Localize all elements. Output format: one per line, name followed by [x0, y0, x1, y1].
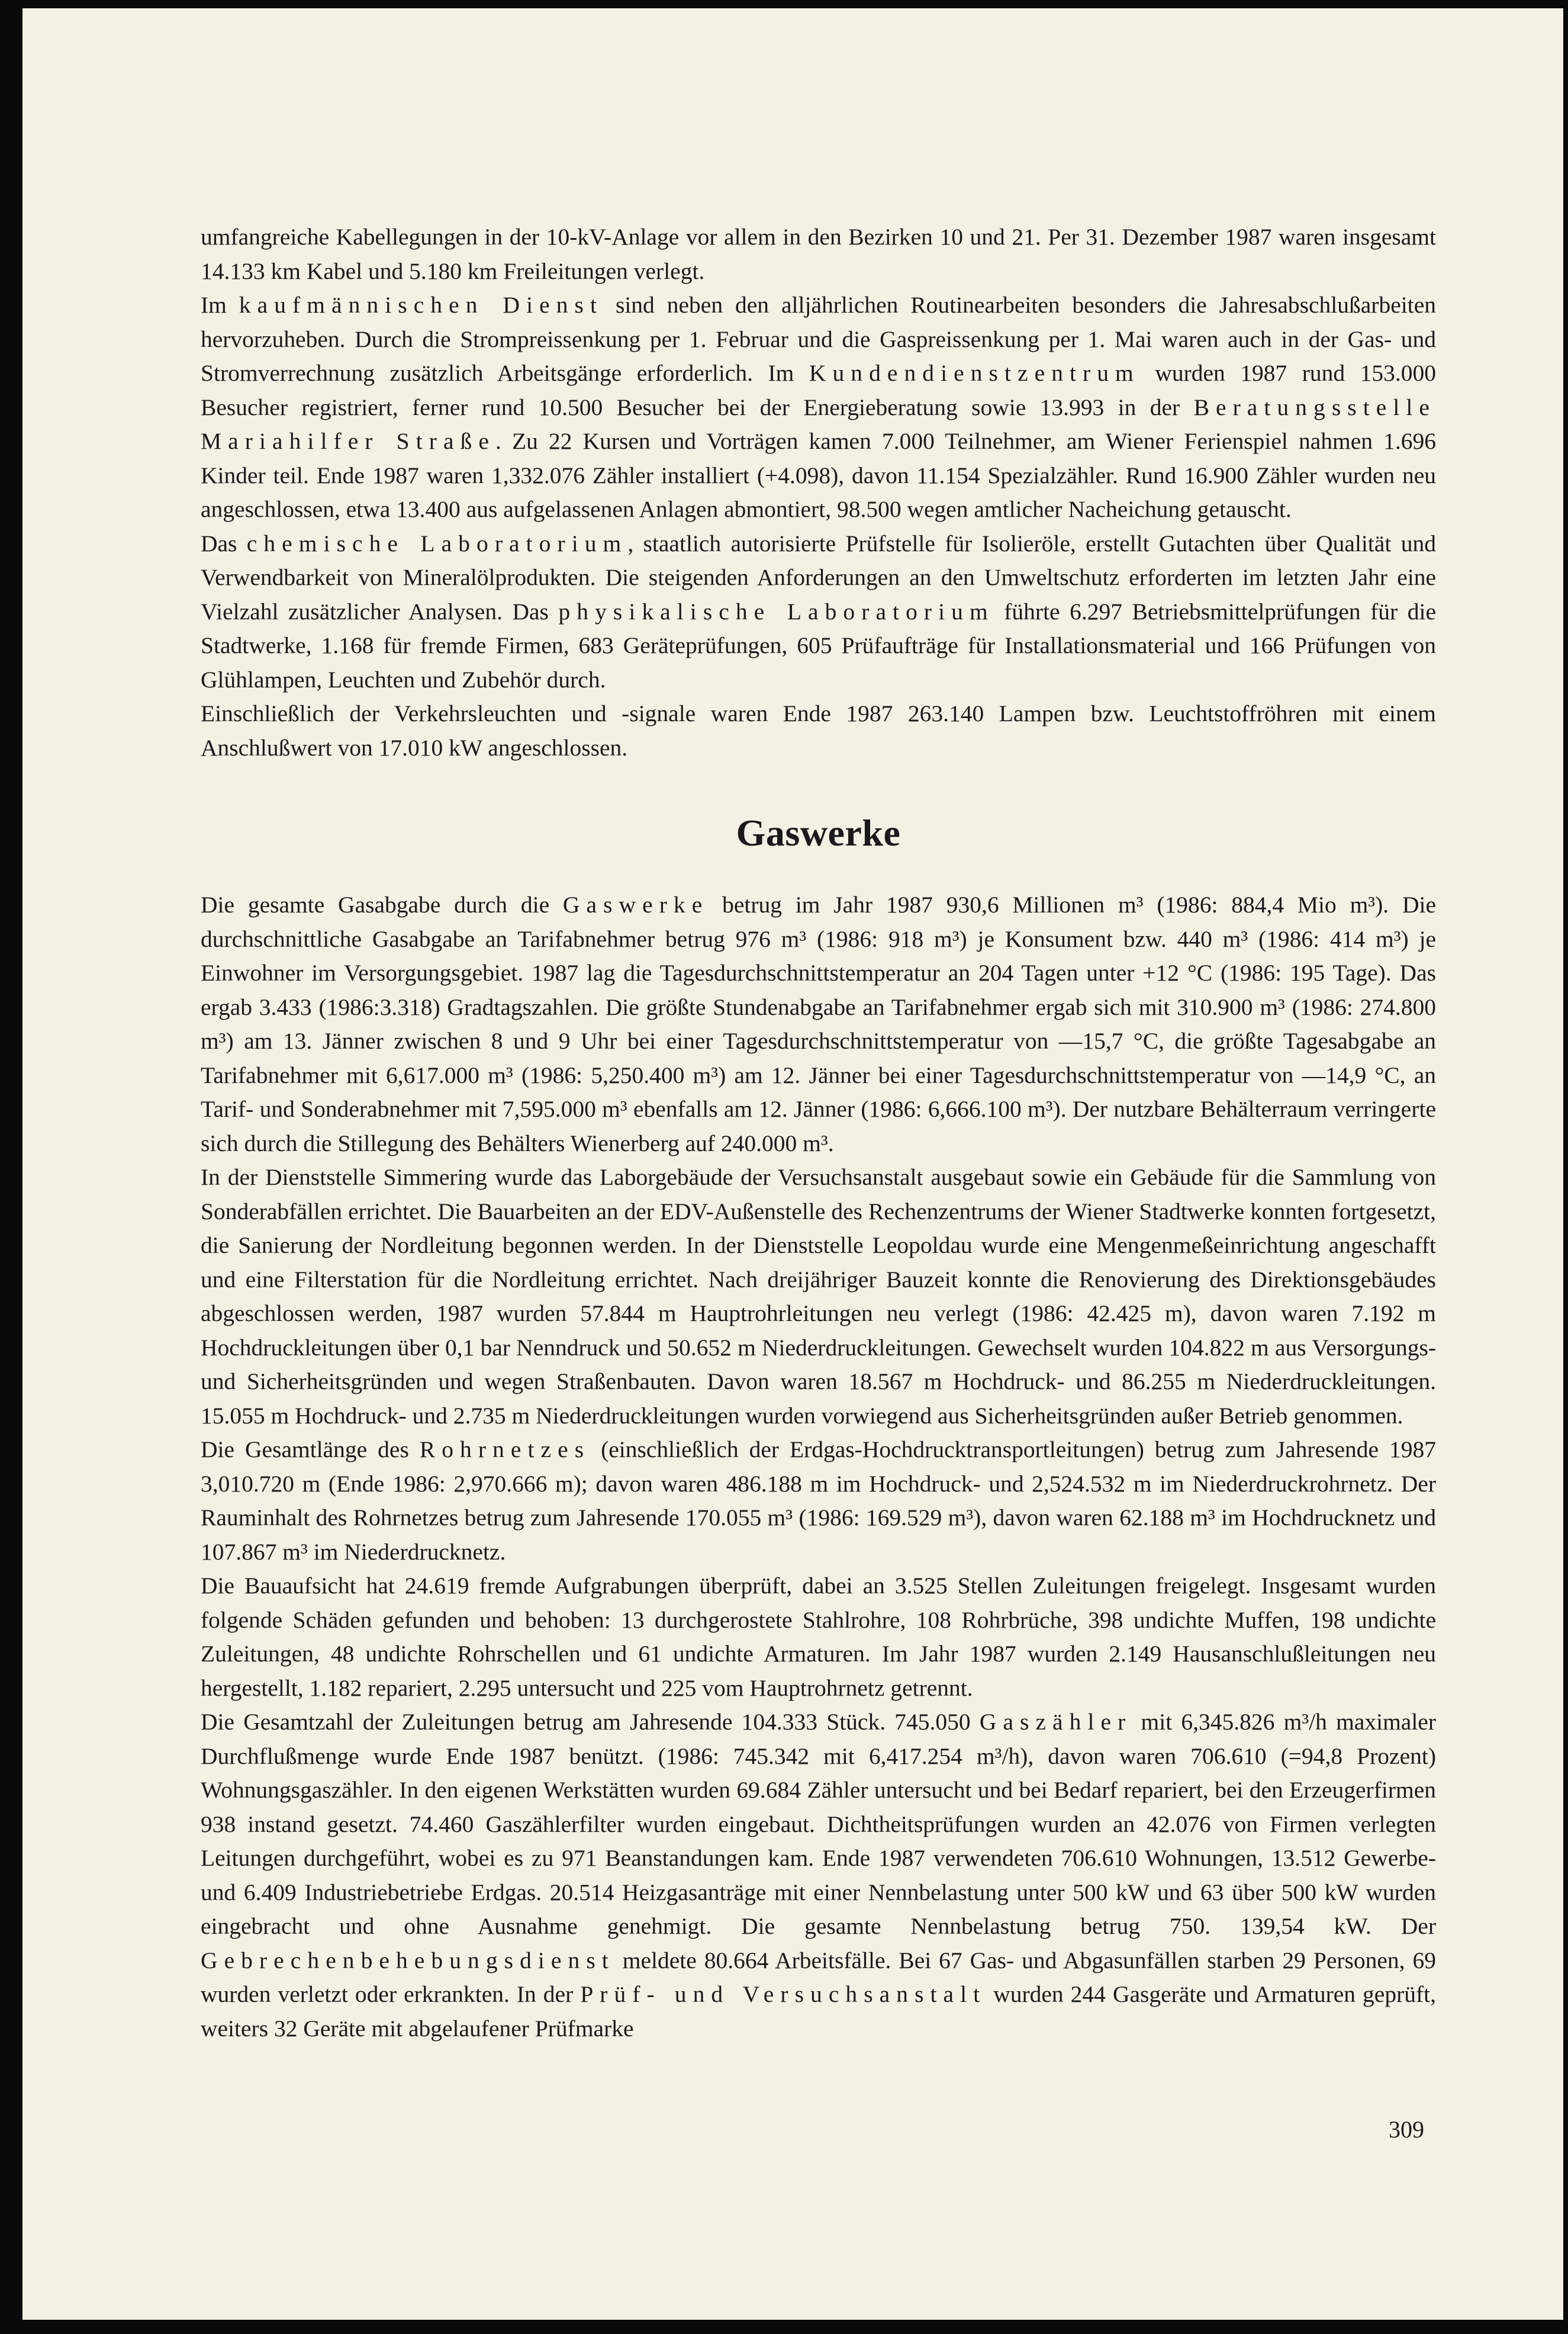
paragraph-text: Das: [201, 530, 247, 557]
paragraph-text: wurden 1987 rund 153.000 Besucher registriert, ferner rund 10.500 Besucher bei der Energieberatung sowie 13.993 in der: [201, 360, 1436, 420]
emphasized-term: chemische Laboratorium: [246, 530, 628, 557]
paragraph-text: mit 6,345.826 m³/h maximaler Durchflußmenge wurde Ende 1987 benützt. (1986: 745.342 mit 6,417.254 m³/h), davon waren 706.610 (=94,8 Prozent) Wohnungsgaszähler. In den eigenen Werkstätten wurden 69.684 Zähler untersucht und bei Bedarf repariert, bei den Erzeugerfirmen 938 instand gesetzt. 74.460 Gaszählerfilter wurden eingebaut. Dichtheitsprüfungen wurden an 42.076 von Firmen verlegten Leitungen durchgeführt, wobei es zu 971 Beanstandungen kam. Ende 1987 verwendeten 706.610 Wohnungen, 13.512 Gewerbe- und 6.409 Industriebetriebe Erdgas. 20.514 Heizgasanträge mit einer Nennbelastung unter 500 kW und 63 über 500 kW wurden eingebracht und ohne Ausnahme genehmigt. Die gesamte Nennbelastung betrug 750. 139,54 kW. Der: [201, 1709, 1436, 1939]
paragraph: [201, 1433, 1436, 1569]
paragraph: [201, 888, 1436, 1160]
paragraph-text: (einschließlich der Erdgas-Hochdrucktransportleitungen) betrug zum Jahresende 1987 3,010.720 m (Ende 1986: 2,970.666 m); davon waren 486.188 m im Hochdruck- und 2,524.532 m im Niederdruckrohrnetz. Der Rauminhalt des Rohrnetzes betrug zum Jahresende 170.055 m³ (1986: 169.529 m³), davon waren 62.188 m³ im Hochdrucknetz und 107.867 m³ im Niederdrucknetz.: [201, 1436, 1436, 1565]
paragraph-text: führte 6.297 Betriebsmittelprüfungen für die Stadtwerke, 1.168 für fremde Firmen, 683 Geräteprüfungen, 605 Prüfaufträge für Installationsmaterial und 166 Prüfungen von Glühlampen, Leuchten und Zubehör durch.: [201, 598, 1436, 693]
emphasized-term: Gebrechenbehebungsdienst: [201, 1947, 615, 1973]
paragraph: [201, 1160, 1436, 1433]
paragraph-text: wurden 244 Gasgeräte und Armaturen geprüft, weiters 32 Geräte mit abgelaufener Prüfmarke: [201, 1981, 1436, 2042]
paragraph-text: Die gesamte Gasabgabe durch die: [201, 892, 563, 918]
paragraph: [201, 1569, 1436, 1705]
emphasized-term: kaufmännischen Dienst: [239, 292, 604, 318]
paragraph: [201, 288, 1436, 527]
gaswerke-section: [201, 888, 1436, 2046]
page-number: 309: [1389, 2116, 1424, 2143]
paragraph-text: Die Gesamtzahl der Zuleitungen betrug am Jahresende 104.333 Stück. 745.050: [201, 1709, 980, 1735]
emphasized-term: Beratungsstelle Mariahilfer Straße: [201, 394, 1436, 454]
paragraph: [201, 697, 1436, 765]
emphasized-term: physikalische Laboratorium: [558, 598, 994, 625]
paragraph: [201, 220, 1436, 288]
paragraph-text: In der Dienststelle Simmering wurde das Laborgebäude der Versuchsanstalt ausgebaut sowie ein Gebäude für die Sammlung von Sonderabfällen errichtet. Die Bauarbeiten an der EDV-Außenstelle des Rechenzentrums der Wiener Stadtwerke konnten fortgesetzt, die Sanierung der Nordleitung begonnen werden. In der Dienststelle Leopoldau wurde eine Mengenmeßeinrichtung angeschafft und eine Filterstation für die Nordleitung errichtet. Nach dreijähriger Bauzeit konnte die Renovierung des Direktionsgebäudes abgeschlossen werden, 1987 wurden 57.844 m Hauptrohrleitungen neu verlegt (1986: 42.425 m), davon waren 7.192 m Hochdruckleitungen über 0,1 bar Nenndruck und 50.652 m Niederdruckleitungen. Gewechselt wurden 104.822 m aus Versorgungs- und Sicherheitsgründen und wegen Straßenbauten. Davon waren 18.567 m Hochdruck- und 86.255 m Niederdruckleitungen. 15.055 m Hochdruck- und 2.735 m Niederdruckleitungen wurden vorwiegend aus Sicherheitsgründen außer Betrieb genommen.: [201, 1164, 1436, 1429]
intro-section: [201, 220, 1436, 765]
paragraph-text: Die Gesamtlänge des: [201, 1436, 420, 1462]
paragraph-text: sind neben den alljährlichen Routinearbeiten besonders die Jahresabschlußarbeiten hervorzuheben. Durch die Strompreissenkung per 1. Februar und die Gaspreissenkung per 1. Mai waren auch in der Gas- und Stromverrechnung zusätzlich Arbeitsgänge erforderlich. Im: [201, 292, 1436, 386]
paragraph-text: Im: [201, 292, 239, 318]
emphasized-term: Gaszähler: [979, 1709, 1132, 1735]
emphasized-term: Kundendienstzentrum: [809, 360, 1140, 386]
emphasized-term: Rohrnetzes: [419, 1436, 591, 1462]
paragraph-text: . Zu 22 Kursen und Vorträgen kamen 7.000 Teilnehmer, am Wiener Ferienspiel nahmen 1.696 Kinder teil. Ende 1987 waren 1,332.076 Zähler installiert (+4.098), davon 11.154 Spezialzähler. Rund 16.900 Zähler wurden neu angeschlossen, etwa 13.400 aus aufgelassenen Anlagen abmontiert, 98.500 wegen amtlicher Nacheichung getauscht.: [201, 428, 1436, 522]
section-title: Gaswerke: [736, 812, 901, 854]
paragraph-text: Einschließlich der Verkehrsleuchten und -signale waren Ende 1987 263.140 Lampen bzw. Leuchtstoffröhren mit einem Anschlußwert von 17.010 kW angeschlossen.: [201, 700, 1436, 761]
page-content: [201, 220, 1436, 2046]
paragraph-text: betrug im Jahr 1987 930,6 Millionen m³ (1986: 884,4 Mio m³). Die durchschnittliche Gasabgabe an Tarifabnehmer betrug 976 m³ (1986: 918 m³) je Konsument bzw. 440 m³ (1986: 414 m³) je Einwohner im Versorgungsgebiet. 1987 lag die Tagesdurchschnittstemperatur an 204 Tagen unter +12 °C (1986: 195 Tage). Das ergab 3.433 (1986:3.318) Gradtagszahlen. Die größte Stundenabgabe an Tarifabnehmer ergab sich mit 310.900 m³ (1986: 274.800 m³) am 13. Jänner zwischen 8 und 9 Uhr bei einer Tagesdurchschnittstemperatur von —15,7 °C, die größte Tagesabgabe an Tarifabnehmer mit 6,617.000 m³ (1986: 5,250.400 m³) am 12. Jänner bei einer Tagesdurchschnittstemperatur von —14,9 °C, an Tarif- und Sonderabnehmer mit 7,595.000 m³ ebenfalls am 12. Jänner (1986: 6,666.100 m³). Der nutzbare Behälterraum verringerte sich durch die Stillegung des Behälters Wienerberg auf 240.000 m³.: [201, 892, 1437, 1156]
paragraph-text: Die Bauaufsicht hat 24.619 fremde Aufgrabungen überprüft, dabei an 3.525 Stellen Zuleitungen freigelegt. Insgesamt wurden folgende Schäden gefunden und behoben: 13 durchgerostete Stahlrohre, 108 Rohrbrüche, 398 undichte Muffen, 198 undichte Zuleitungen, 48 undichte Rohrschellen und 61 undichte Armaturen. Im Jahr 1987 wurden 2.149 Hausanschlußleitungen neu hergestellt, 1.182 repariert, 2.295 untersucht und 225 vom Hauptrohrnetz getrennt.: [201, 1573, 1436, 1701]
paragraph: [201, 1705, 1436, 2046]
paragraph-text: meldete 80.664 Arbeitsfälle. Bei 67 Gas- und Abgasunfällen starben 29 Personen, 69 wurden verletzt oder erkrankten. In der: [201, 1947, 1436, 2007]
paragraph: [201, 527, 1436, 697]
emphasized-term: Prüf- und Versuchsanstalt: [580, 1981, 987, 2007]
paragraph-text: , staatlich autorisierte Prüfstelle für Isolieröle, erstellt Gutachten über Qualität und Verwendbarkeit von Mineralölprodukten. Die steigenden Anforderungen an den Umweltschutz erforderten im letzten Jahr eine Vielzahl zusätzlicher Analysen. Das: [201, 530, 1436, 625]
paragraph-text: umfangreiche Kabellegungen in der 10-kV-Anlage vor allem in den Bezirken 10 und 21. Per 31. Dezember 1987 waren insgesamt 14.133 km Kabel und 5.180 km Freileitungen verlegt.: [201, 224, 1436, 284]
emphasized-term: Gaswerke: [562, 892, 709, 918]
